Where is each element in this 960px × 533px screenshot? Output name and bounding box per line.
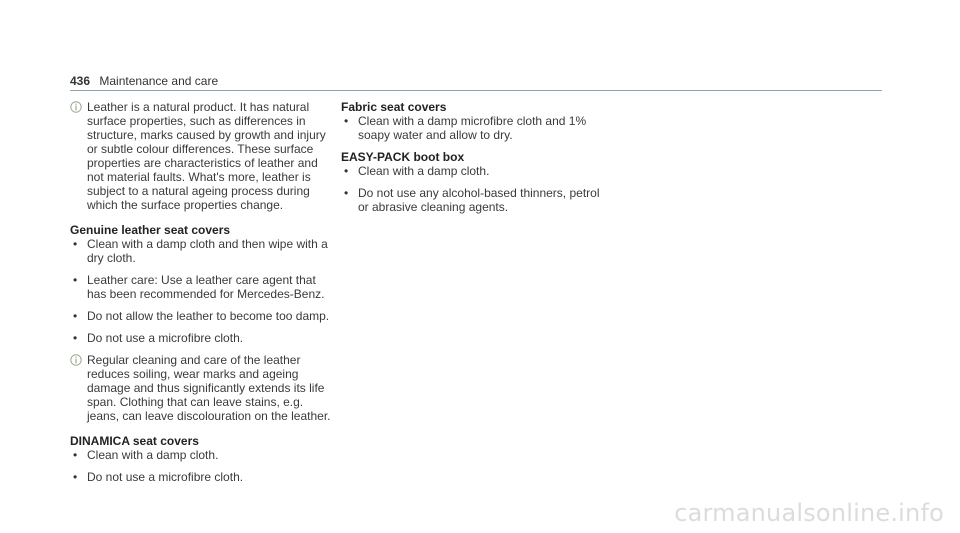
- watermark: carmanualsonline.info: [674, 499, 944, 527]
- info-icon: [70, 101, 82, 113]
- list-item: • Clean with a damp cloth.: [70, 448, 332, 462]
- section-title: Maintenance and care: [99, 74, 219, 88]
- left-column: [70, 100, 332, 492]
- fabric-heading: Fabric seat covers: [341, 100, 447, 114]
- list-item: • Do not allow the leather to become too damp.: [70, 309, 332, 323]
- page-number: 436: [70, 74, 91, 88]
- list-item: • Clean with a damp cloth and then wipe with a dry cloth.: [70, 237, 332, 265]
- list-item: • Leather care: Use a leather care agent that has been recommended for Mercedes-Benz.: [70, 273, 332, 301]
- note-regular-cleaning: [70, 353, 332, 423]
- genuine-leather-heading: Genuine leather seat covers: [70, 223, 231, 237]
- note-leather-natural: [70, 100, 332, 212]
- right-column: [341, 100, 603, 222]
- genuine-leather-list: [70, 237, 332, 345]
- list-item: • Do not use any alcohol-based thinners, petrol or abrasive cleaning agents.: [341, 186, 603, 214]
- dinamica-list: [70, 448, 332, 484]
- note-text: Regular cleaning and care of the leather reduces soiling, wear marks and ageing damage and thus significantly extends its life span. Clothing that can leave stains, e.g. jeans, can leave discolouration on the leather.: [87, 353, 331, 423]
- fabric-list: [341, 114, 603, 142]
- dinamica-heading: DINAMICA seat covers: [70, 434, 199, 448]
- note-text: Leather is a natural product. It has natural surface properties, such as differences in structure, marks caused by growth and injury or subtle colour differences. These surface properties are characteristics of leather and not material faults. What's more, leather is subject to a natural ageing process during which the surface properties change.: [87, 100, 326, 212]
- easypack-heading: EASY-PACK boot box: [341, 150, 465, 164]
- header-divider: [70, 90, 882, 91]
- info-icon: [70, 354, 82, 366]
- list-item: • Clean with a damp cloth.: [341, 164, 603, 178]
- page-header: [70, 74, 218, 88]
- easypack-list: [341, 164, 603, 214]
- list-item: • Clean with a damp microfibre cloth and 1% soapy water and allow to dry.: [341, 114, 603, 142]
- list-item: • Do not use a microfibre cloth.: [70, 470, 332, 484]
- list-item: • Do not use a microfibre cloth.: [70, 331, 332, 345]
